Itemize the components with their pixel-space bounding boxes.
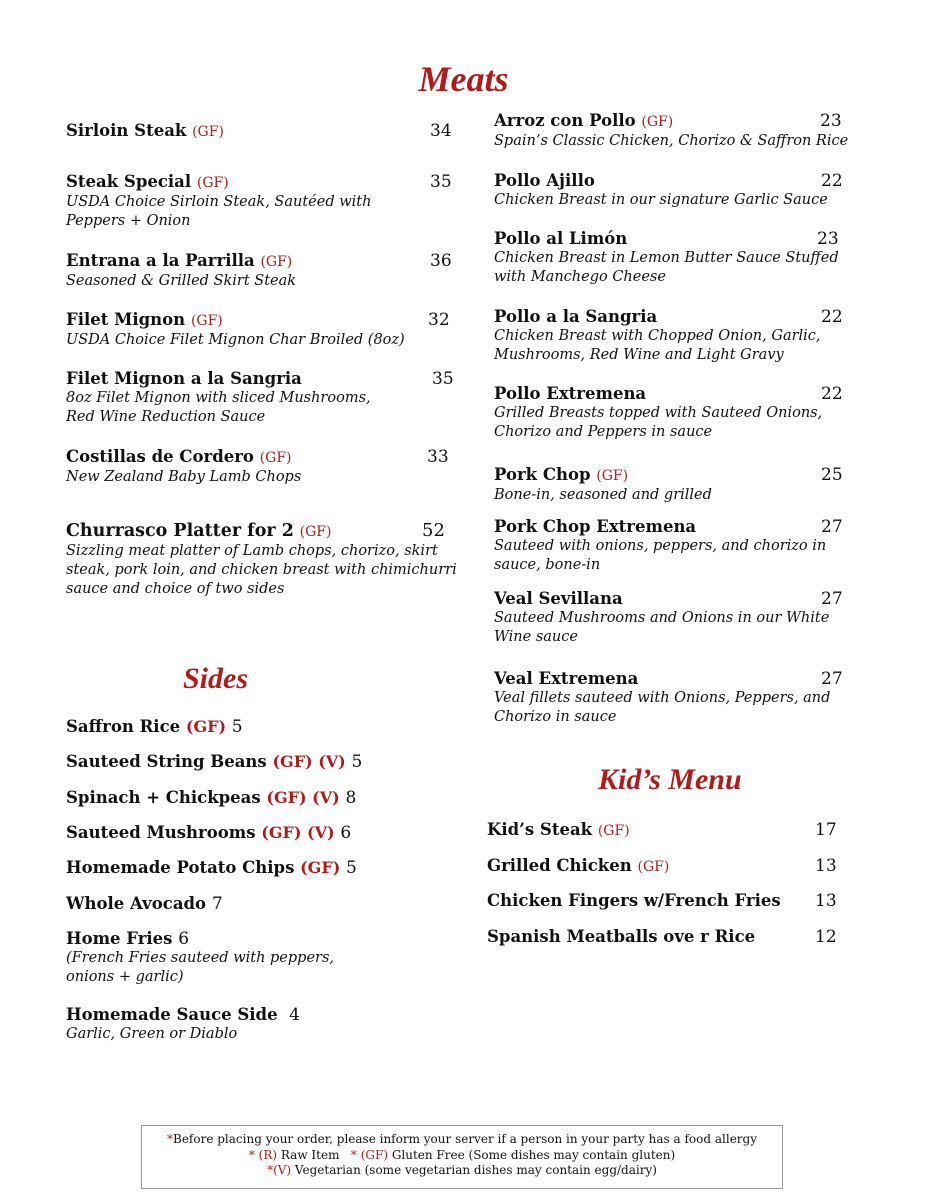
item-price: 22 <box>821 307 843 327</box>
gf-tag: (GF) <box>300 858 341 877</box>
item-name: Pollo Ajillo <box>494 171 595 190</box>
item-name: Homemade Sauce Side <box>66 1005 278 1024</box>
item-price: 52 <box>422 520 445 541</box>
item-name: Veal Sevillana <box>494 589 623 608</box>
gf-tag: (GF) <box>260 254 293 270</box>
item-name: Entrana a la Parrilla <box>66 251 255 270</box>
gf-tag: (GF) <box>196 175 229 191</box>
item-price: 17 <box>815 820 837 840</box>
item-description: Seasoned & Grilled Skirt Steak <box>66 273 297 289</box>
menu-item-pork-chop <box>494 465 854 505</box>
item-price: 35 <box>432 369 454 389</box>
item-price: 5 <box>351 752 363 772</box>
gf-tag: (GF) (V) <box>266 788 340 807</box>
menu-item-sirloin-steak <box>66 121 456 142</box>
item-name: Pollo a la Sangria <box>494 307 658 326</box>
side-saffron-rice <box>66 717 366 737</box>
item-price: 12 <box>815 927 837 947</box>
item-price: 34 <box>430 121 452 141</box>
item-price: 23 <box>820 111 842 131</box>
item-name: Whole Avocado <box>66 894 207 913</box>
menu-item-veal-sevillana <box>494 589 854 647</box>
item-name: Saffron Rice <box>66 717 181 736</box>
side-string-beans <box>66 752 366 772</box>
item-description: USDA Choice Filet Mignon Char Broiled (8oz) <box>66 332 405 348</box>
menu-item-churrasco <box>66 521 466 599</box>
side-whole-avocado <box>66 894 366 914</box>
item-description: Chicken Breast in Lemon Butter Sauce Stuffed with Manchego Cheese <box>494 250 839 285</box>
kids-menu-title: Kid’s Menu <box>598 763 742 796</box>
item-name: Sauteed Mushrooms <box>66 823 256 842</box>
item-price: 7 <box>211 894 223 914</box>
item-price: 25 <box>821 465 843 485</box>
item-name: Churrasco Platter for 2 <box>66 521 294 541</box>
item-description: Sauteed with onions, peppers, and chorizo in sauce, bone-in <box>494 538 827 573</box>
allergy-notes-box <box>141 1125 783 1189</box>
item-price: 27 <box>821 517 843 537</box>
menu-item-steak-special <box>66 172 456 231</box>
allergy-note-line: *Before placing your order, please inform your server if a person in your party has a food allergy <box>167 1132 757 1146</box>
menu-item-pollo-sangria <box>494 307 854 365</box>
item-name: Sirloin Steak <box>66 121 187 140</box>
item-price: 23 <box>817 229 839 249</box>
legend-note-line: * (R) Raw Item * (GF) Gluten Free (Some dishes may contain gluten) <box>248 1147 676 1162</box>
item-description: (French Fries sauteed with peppers, onions + garlic) <box>66 950 335 985</box>
gf-tag: (GF) (V) <box>272 752 346 771</box>
item-description: Chicken Breast with Chopped Onion, Garlic, Mushrooms, Red Wine and Light Gravy <box>494 328 821 363</box>
menu-item-arroz-con-pollo <box>494 111 854 151</box>
menu-item-filet-mignon <box>66 310 456 350</box>
gf-tag: (GF) (V) <box>261 823 335 842</box>
item-name: Chicken Fingers w/French Fries <box>487 891 781 910</box>
item-name: Costillas de Cordero <box>66 447 254 466</box>
item-price: 27 <box>821 669 843 689</box>
menu-item-pork-chop-extremena <box>494 517 854 575</box>
item-name: Pollo Extremena <box>494 384 647 403</box>
item-description: Sizzling meat platter of Lamb chops, chorizo, skirt steak, pork loin, and chicken breast with chimichurri sauce and choice of two sides <box>66 543 457 597</box>
item-name: Veal Extremena <box>494 669 639 688</box>
menu-item-pollo-ajillo <box>494 171 854 210</box>
gf-tag: (GF) <box>637 859 670 875</box>
meats-title: Meats <box>418 59 509 99</box>
item-name: Arroz con Pollo <box>494 111 636 130</box>
item-name: Pork Chop Extremena <box>494 517 697 536</box>
menu-item-filet-mignon-sangria <box>66 369 456 427</box>
kids-item-steak <box>487 820 847 841</box>
item-name: Filet Mignon <box>66 310 186 329</box>
side-home-fries <box>66 929 366 987</box>
item-description: Spain’s Classic Chicken, Chorizo & Saffron Rice <box>494 133 849 149</box>
item-description: Bone-in, seasoned and grilled <box>494 487 712 503</box>
item-price: 33 <box>427 447 449 467</box>
item-price: 27 <box>821 589 843 609</box>
gf-tag: (GF) <box>641 114 674 130</box>
gf-tag: (GF) <box>185 717 227 736</box>
item-price: 35 <box>430 172 452 192</box>
menu-item-pollo-extremena <box>494 384 854 442</box>
kids-item-chicken-fingers <box>487 891 847 911</box>
item-price: 5 <box>231 717 243 737</box>
side-potato-chips <box>66 858 366 878</box>
gf-tag: (GF) <box>190 313 223 329</box>
item-name: Steak Special <box>66 172 192 191</box>
item-price: 22 <box>821 171 843 191</box>
item-price: 13 <box>815 856 837 876</box>
vegetarian-note-line: *(V) Vegetarian (some vegetarian dishes may contain egg/dairy) <box>267 1163 657 1177</box>
item-name: Pollo al Limón <box>494 229 628 248</box>
item-price: 32 <box>428 310 450 330</box>
item-description: Grilled Breasts topped with Sauteed Onions, Chorizo and Peppers in sauce <box>494 405 823 440</box>
item-name: Filet Mignon a la Sangria <box>66 369 302 388</box>
item-price: 22 <box>821 384 843 404</box>
side-sauce <box>66 1005 366 1044</box>
item-price: 6 <box>178 929 190 949</box>
item-description: New Zealand Baby Lamb Chops <box>66 469 302 485</box>
item-description: Veal fillets sauteed with Onions, Peppers, and Chorizo in sauce <box>494 690 831 725</box>
item-name: Homemade Potato Chips <box>66 858 295 877</box>
item-price: 6 <box>340 823 352 843</box>
item-description: Garlic, Green or Diablo <box>66 1026 238 1042</box>
menu-item-costillas <box>66 447 456 487</box>
item-name: Spinach + Chickpeas <box>66 788 261 807</box>
kids-item-meatballs <box>487 927 847 947</box>
item-price: 13 <box>815 891 837 911</box>
item-name: Pork Chop <box>494 465 591 484</box>
item-description: USDA Choice Sirloin Steak, Sautéed with Peppers + Onion <box>66 194 372 229</box>
side-mushrooms <box>66 823 366 843</box>
gf-tag: (GF) <box>597 823 630 839</box>
gf-tag: (GF) <box>299 524 332 540</box>
item-price: 36 <box>430 251 452 271</box>
item-price: 8 <box>345 788 357 808</box>
item-description: 8oz Filet Mignon with sliced Mushrooms, Red Wine Reduction Sauce <box>66 390 371 425</box>
item-price: 4 <box>289 1005 300 1025</box>
item-name: Kid’s Steak <box>487 820 593 839</box>
gf-tag: (GF) <box>596 468 629 484</box>
item-name: Home Fries <box>66 929 173 948</box>
item-name: Grilled Chicken <box>487 856 632 875</box>
kids-item-grilled-chicken <box>487 856 847 877</box>
side-spinach-chickpeas <box>66 788 366 808</box>
menu-item-pollo-al-limon <box>494 229 854 287</box>
gf-tag: (GF) <box>192 124 224 140</box>
menu-item-veal-extremena <box>494 669 854 727</box>
item-name: Sauteed String Beans <box>66 752 267 771</box>
item-description: Chicken Breast in our signature Garlic Sauce <box>494 192 828 208</box>
sides-title: Sides <box>183 662 249 695</box>
item-description: Sauteed Mushrooms and Onions in our White Wine sauce <box>494 610 830 645</box>
menu-item-entrana <box>66 251 456 291</box>
item-price: 5 <box>346 858 357 878</box>
item-name: Spanish Meatballs ove r Rice <box>487 927 756 946</box>
gf-tag: (GF) <box>259 450 292 466</box>
